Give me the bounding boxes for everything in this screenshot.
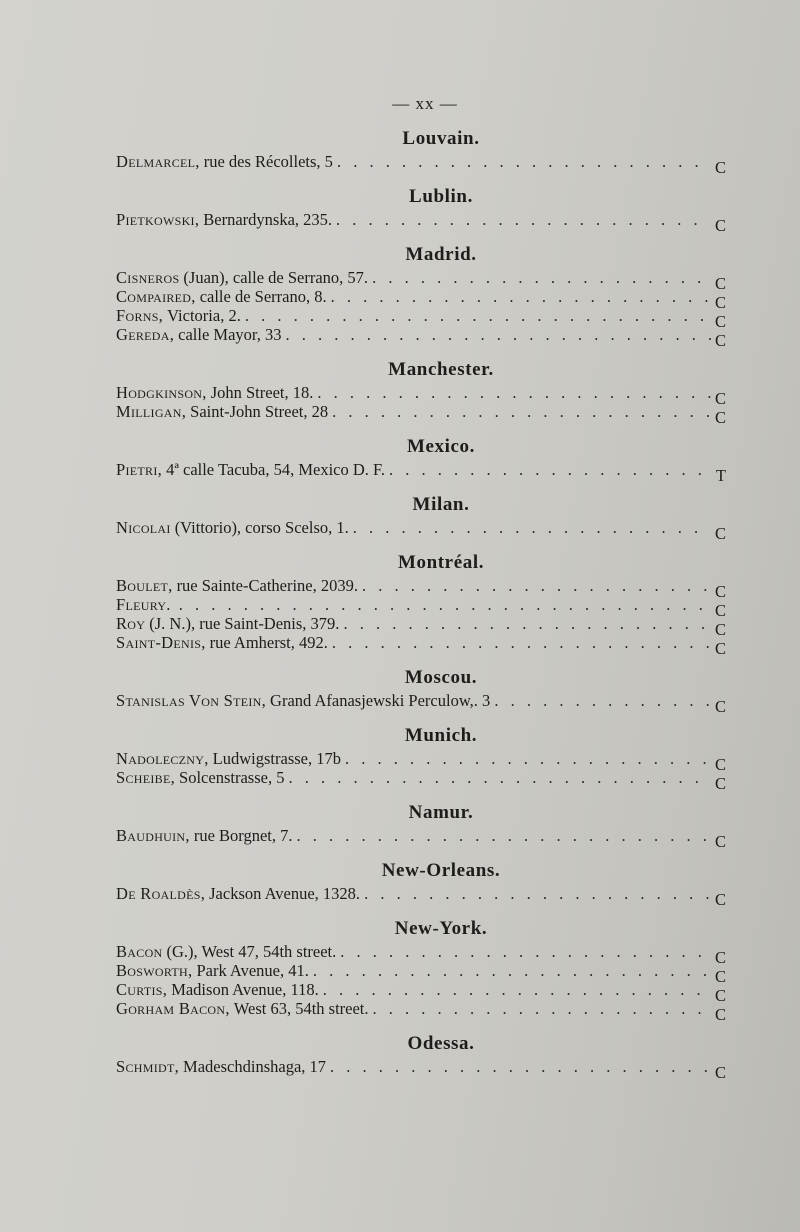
entry-name: Bosworth, — [116, 961, 193, 980]
directory-entry — [116, 152, 726, 177]
city-heading: Odessa. — [407, 1033, 475, 1054]
entry-code: C — [714, 312, 726, 331]
city-section — [116, 357, 726, 427]
entry-address: rue Borgnet, 7. — [193, 826, 293, 845]
city-section — [116, 434, 726, 485]
directory-entry — [116, 383, 726, 408]
entry-address: rue Amherst, 492. — [209, 633, 328, 652]
entry-name: Pietkowski, — [116, 210, 200, 229]
entry-name: Stanislas Von Stein, — [116, 691, 267, 710]
leader-dots — [323, 980, 711, 999]
entry-code: C — [714, 582, 726, 601]
entry-code: C — [714, 697, 726, 716]
leader-dots — [330, 1057, 711, 1076]
entry-address: rue des Récollets, 5 — [203, 152, 333, 171]
entry-code: C — [714, 1063, 726, 1082]
directory-entry — [116, 518, 726, 543]
directory-entry — [116, 961, 726, 986]
entry-address: (J. N.), rue Saint-Denis, 379. — [149, 614, 340, 633]
leader-dots — [336, 210, 711, 229]
entry-address: West 63, 54th street. — [233, 999, 369, 1018]
directory-entry — [116, 402, 726, 427]
entry-name: Schmidt, — [116, 1057, 180, 1076]
directory-entry — [116, 633, 726, 658]
city-section — [116, 492, 726, 543]
directory-entry — [116, 749, 726, 774]
city-heading: New-Orleans. — [381, 860, 501, 881]
city-section — [116, 858, 726, 909]
leader-dots — [494, 691, 711, 710]
city-section — [116, 665, 726, 716]
leader-dots — [345, 749, 711, 768]
leader-dots — [332, 633, 711, 652]
directory-entry — [116, 691, 726, 716]
leader-dots — [245, 306, 710, 325]
leader-dots — [340, 942, 711, 961]
leader-dots — [331, 287, 711, 306]
directory-entry — [116, 980, 726, 1005]
entry-name: Gereda, — [116, 325, 175, 344]
directory-entry — [116, 287, 726, 312]
city-section — [116, 800, 726, 851]
directory-entry — [116, 268, 726, 293]
entry-code: C — [714, 408, 726, 427]
directory-entry — [116, 942, 726, 967]
directory-entry — [116, 826, 726, 851]
entry-name: Delmarcel, — [116, 152, 200, 171]
city-section — [116, 550, 726, 658]
entry-address: Grand Afanasjewski Perculow,. 3 — [270, 691, 491, 710]
entry-name: Nicolai — [116, 518, 171, 537]
leader-dots — [372, 268, 711, 287]
entry-name: Fleury. — [116, 595, 171, 614]
entry-address: Saint-John Street, 28 — [190, 402, 329, 421]
entry-name: Bacon — [116, 942, 163, 961]
entry-name: Gorham Bacon, — [116, 999, 230, 1018]
city-section — [116, 126, 726, 177]
entry-address: rue Sainte-Catherine, 2039. — [176, 576, 359, 595]
entry-code: C — [714, 524, 726, 543]
entry-code: C — [714, 331, 726, 350]
leader-dots — [362, 576, 711, 595]
city-heading: Manchester. — [388, 359, 494, 380]
leader-dots — [373, 999, 711, 1018]
entry-name: Compaired, — [116, 287, 196, 306]
directory-entry — [116, 999, 726, 1024]
entry-address: (G.), West 47, 54th street. — [166, 942, 337, 961]
city-heading: Milan. — [412, 494, 470, 515]
entry-name: Pietri, — [116, 460, 163, 479]
entry-name: Baudhuin, — [116, 826, 190, 845]
entry-address: John Street, 18. — [210, 383, 314, 402]
entry-code: C — [714, 158, 726, 177]
entry-address: calle de Serrano, 8. — [199, 287, 327, 306]
city-section — [116, 1031, 726, 1082]
city-heading: Moscou. — [404, 667, 478, 688]
leader-dots — [179, 595, 708, 614]
leader-dots — [353, 518, 711, 537]
city-heading: Mexico. — [406, 436, 476, 457]
directory-entry — [116, 614, 726, 639]
entry-address: Jackson Avenue, 1328. — [209, 884, 361, 903]
entry-code: C — [714, 601, 726, 620]
entry-address: Ludwigstrasse, 17b — [212, 749, 341, 768]
city-heading: Madrid. — [405, 244, 477, 265]
leader-dots — [364, 884, 711, 903]
city-section — [116, 723, 726, 793]
directory-listing — [116, 126, 726, 1089]
entry-code: C — [714, 1005, 726, 1024]
entry-name: Forns, — [116, 306, 164, 325]
directory-entry — [116, 1057, 726, 1082]
entry-name: Scheibe, — [116, 768, 176, 787]
city-section — [116, 184, 726, 235]
city-heading: Montréal. — [397, 552, 485, 573]
entry-name: De Roaldès, — [116, 884, 206, 903]
city-heading: Munich. — [404, 725, 478, 746]
entry-code: C — [714, 755, 726, 774]
entry-name: Saint-Denis, — [116, 633, 206, 652]
entry-code: C — [714, 890, 726, 909]
entry-code: C — [714, 986, 726, 1005]
entry-address: Solcenstrasse, 5 — [179, 768, 285, 787]
directory-entry — [116, 460, 726, 485]
leader-dots — [288, 768, 710, 787]
leader-dots — [297, 826, 711, 845]
entry-address: Madison Avenue, 118. — [171, 980, 319, 999]
entry-address: Bernardynska, 235. — [203, 210, 333, 229]
entry-code: C — [714, 389, 726, 408]
page-number: — xx — — [392, 94, 458, 113]
entry-name: Hodgkinson, — [116, 383, 207, 402]
entry-address: 4ª calle Tacuba, 54, Mexico D. F. — [166, 460, 386, 479]
entry-address: Madeschdinshaga, 17 — [183, 1057, 327, 1076]
entry-code: C — [714, 293, 726, 312]
entry-name: Boulet, — [116, 576, 173, 595]
entry-address: calle Mayor, 33 — [178, 325, 282, 344]
entry-address: (Vittorio), corso Scelso, 1. — [174, 518, 349, 537]
directory-entry — [116, 306, 726, 331]
entry-address: Park Avenue, 41. — [196, 961, 309, 980]
entry-name: Roy — [116, 614, 146, 633]
city-section — [116, 916, 726, 1024]
entry-code: C — [714, 967, 726, 986]
entry-code: C — [714, 620, 726, 639]
entry-address: Victoria, 2. — [167, 306, 241, 325]
leader-dots — [389, 460, 712, 479]
city-heading: Lublin. — [409, 186, 473, 207]
entry-code: C — [714, 832, 726, 851]
leader-dots — [343, 614, 711, 633]
entry-code: C — [714, 639, 726, 658]
entry-code: C — [714, 216, 726, 235]
directory-entry — [116, 576, 726, 601]
leader-dots — [317, 383, 711, 402]
directory-entry — [116, 595, 726, 620]
city-section — [116, 242, 726, 350]
city-heading: Louvain. — [402, 128, 480, 149]
entry-code: C — [714, 274, 726, 293]
entry-name: Milligan, — [116, 402, 187, 421]
directory-entry — [116, 325, 726, 350]
entry-code: C — [714, 774, 726, 793]
directory-entry — [116, 884, 726, 909]
entry-address: (Juan), calle de Serrano, 57. — [183, 268, 369, 287]
entry-code: T — [715, 466, 726, 485]
directory-entry — [116, 768, 726, 793]
city-heading: New-York. — [394, 918, 488, 939]
leader-dots — [337, 152, 711, 171]
directory-entry — [116, 210, 726, 235]
city-heading: Namur. — [408, 802, 474, 823]
entry-name: Curtis, — [116, 980, 168, 999]
leader-dots — [285, 325, 710, 344]
leader-dots — [332, 402, 711, 421]
entry-name: Cisneros — [116, 268, 180, 287]
leader-dots — [313, 961, 711, 980]
entry-code: C — [714, 948, 726, 967]
entry-name: Nadoleczny, — [116, 749, 209, 768]
